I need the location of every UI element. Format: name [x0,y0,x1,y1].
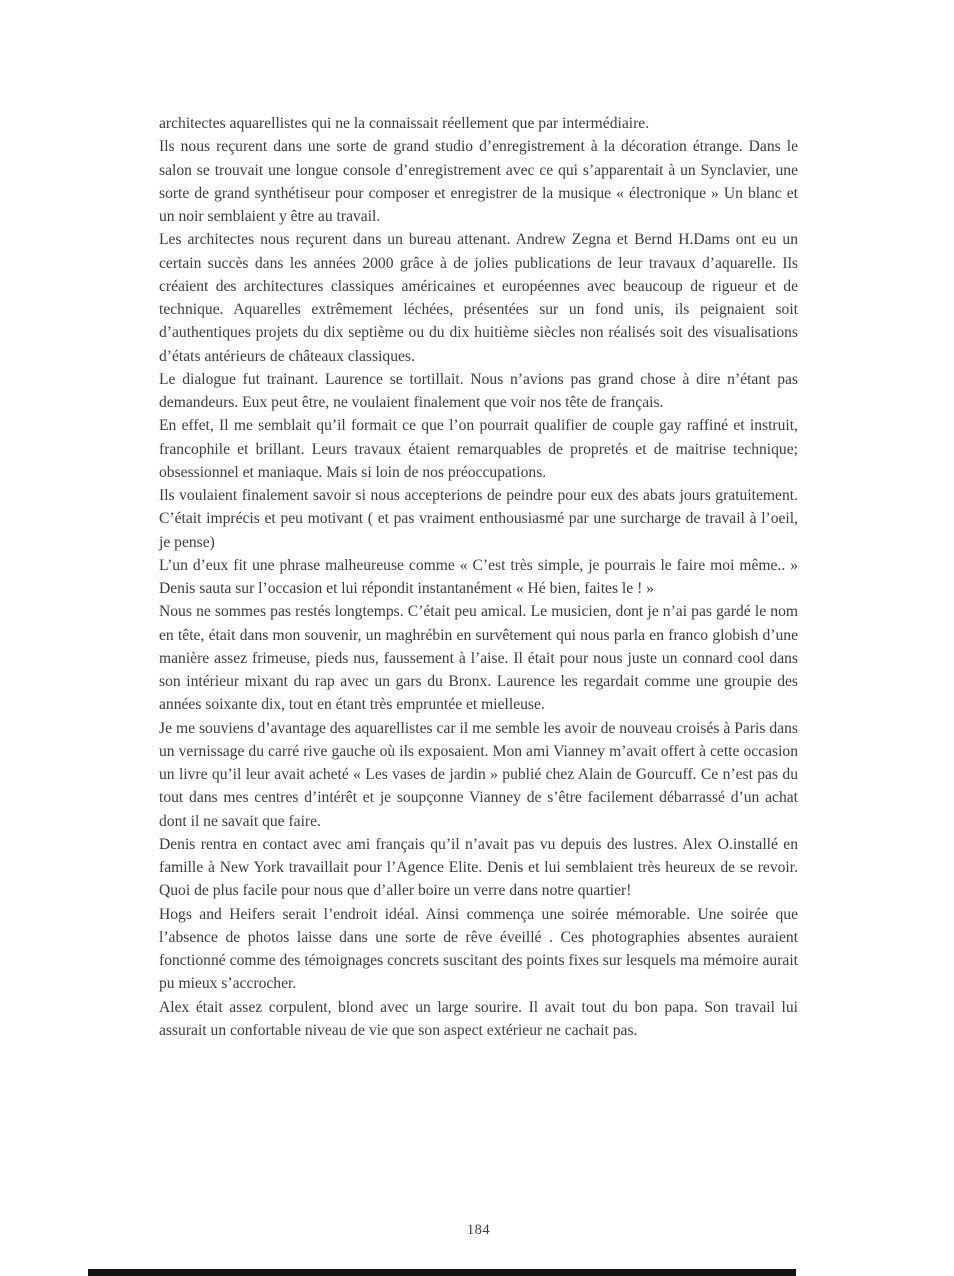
paragraph: Nous ne sommes pas restés longtemps. C’était peu amical. Le musicien, dont je n’ai pas gardé le nom en tête, était dans mon souvenir, un maghrébin en survêtement qui nous parla en franco globish d’une manière assez frimeuse, pieds nus, faussement à l’aise. Il était pour nous juste un connard cool dans son intérieur mixant du rap avec un gars du Bronx. Laurence les regardait comme une groupie des années soixante dix, tout en étant très empruntée et mielleuse. [159,603,798,714]
scan-edge-artifact [88,1269,796,1276]
paragraph: architectes aquarellistes qui ne la connaissait réellement que par intermédiaire. [159,115,650,132]
paragraph: Je me souviens d’avantage des aquarellistes car il me semble les avoir de nouveau croisés à Paris dans un vernissage du carré rive gauche où ils exposaient. Mon ami Vianney m’avait offert à cette occasion un livre qu’il leur avait acheté « Les vases de jardin » publié chez Alain de Gourcuff. Ce n’est pas du tout dans mes centres d’intérêt et je soupçonne Vianney de s’être facilement débarrassé d’un achat dont il ne savait que faire. [159,719,798,830]
paragraph: Ils voulaient finalement savoir si nous accepterions de peindre pour eux des abats jours gratuitement. C’était imprécis et peu motivant ( et pas vraiment enthousiasmé par une surcharge de travail à l’oeil, je pense) [159,487,798,551]
paragraph: En effet, Il me semblait qu’il formait ce que l’on pourrait qualifier de couple gay raffiné et instruit, francophile et brillant. Leurs travaux étaient remarquables de propretés et de maitrise technique; obsessionnel et maniaque. Mais si loin de nos préoccupations. [159,417,798,481]
paragraph: Le dialogue fut trainant. Laurence se tortillait. Nous n’avions pas grand chose à dire n’étant pas demandeurs. Eux peut être, ne voulaient finalement que voir nos tête de français. [159,370,798,411]
page-body [159,112,798,1042]
page-number: 184 [466,1222,491,1238]
paragraph: Les architectes nous reçurent dans un bureau attenant. Andrew Zegna et Bernd H.Dams ont eu un certain succès dans les années 2000 grâce à de jolies publications de leur travaux d’aquarelle. Ils créaient des architectures classiques américaines et européennes avec beaucoup de rigueur et de technique. Aquarelles extrêmement léchées, présentées sur un fond unis, ils peignaient soit d’authentiques projets du dix septième ou du dix huitième siècles non réalisés soit des visualisations d’états antérieurs de châteaux classiques. [159,231,798,365]
paragraph: L’un d’eux fit une phrase malheureuse comme « C’est très simple, je pourrais le faire moi même.. » Denis sauta sur l’occasion et lui répondit instantanément « Hé bien, faites le ! » [159,556,798,597]
paragraph: Hogs and Heifers serait l’endroit idéal. Ainsi commença une soirée mémorable. Une soirée que l’absence de photos laisse dans une sorte de rêve éveillé . Ces photographies absentes auraient fonctionné comme des témoignages concrets suscitant des points fixes sur lesquels ma mémoire aurait pu mieux s’accrocher. [159,905,798,993]
paragraph: Denis rentra en contact avec ami français qu’il n’avait pas vu depuis des lustres. Alex O.installé en famille à New York travaillait pour l’Agence Elite. Denis et lui semblaient très heureux de se revoir. Quoi de plus facile pour nous que d’aller boire un verre dans notre quartier! [159,835,798,900]
paragraph: Alex était assez corpulent, blond avec un large sourire. Il avait tout du bon papa. Son travail lui assurait un confortable niveau de vie que son aspect extérieur ne cachait pas. [159,998,798,1039]
paragraph: Ils nous reçurent dans une sorte de grand studio d’enregistrement à la décoration étrange. Dans le salon se trouvait une longue console d’enregistrement avec ce qui s’apparentait à un Synclavier, une sorte de grand synthétiseur pour composer et enregistrer de la musique « électronique » Un blanc et un noir semblaient y être au travail. [159,138,798,225]
